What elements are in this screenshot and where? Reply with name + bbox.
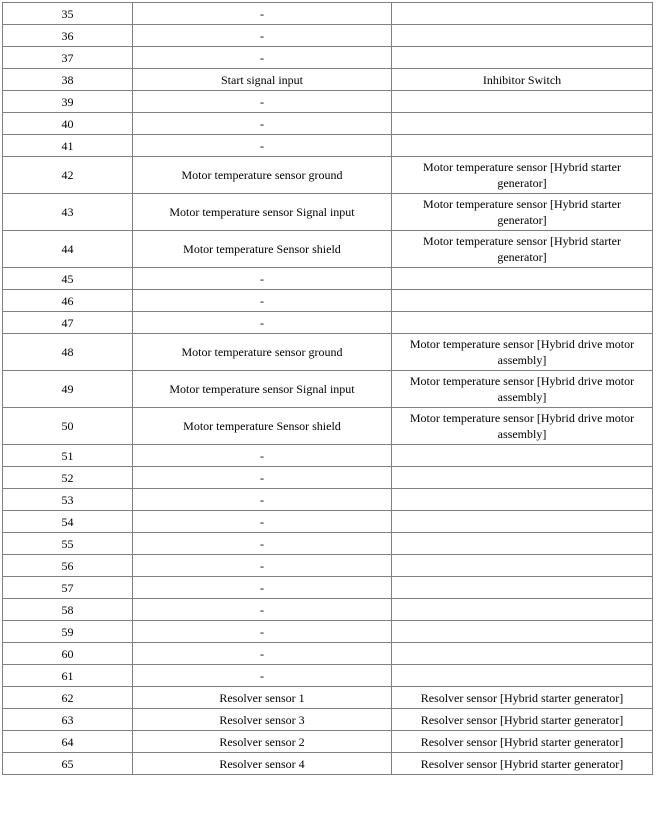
component-cell: [392, 445, 653, 467]
component-cell: [392, 511, 653, 533]
description-cell: Resolver sensor 1: [133, 687, 392, 709]
description-cell: -: [133, 643, 392, 665]
description-cell: -: [133, 47, 392, 69]
component-cell: Motor temperature sensor [Hybrid drive motor assembly]: [392, 408, 653, 445]
table-row: [3, 687, 653, 709]
description-cell: -: [133, 113, 392, 135]
table-row: [3, 47, 653, 69]
component-cell: [392, 3, 653, 25]
table-row: [3, 408, 653, 445]
component-cell: Resolver sensor [Hybrid starter generator]: [392, 753, 653, 775]
component-cell: [392, 533, 653, 555]
pin-cell: 43: [3, 194, 133, 231]
component-cell: [392, 290, 653, 312]
description-cell: -: [133, 467, 392, 489]
table-row: [3, 709, 653, 731]
table-row: [3, 753, 653, 775]
description-cell: Start signal input: [133, 69, 392, 91]
pin-cell: 62: [3, 687, 133, 709]
pin-cell: 35: [3, 3, 133, 25]
table-row: [3, 489, 653, 511]
component-cell: Motor temperature sensor [Hybrid starter generator]: [392, 194, 653, 231]
description-cell: -: [133, 268, 392, 290]
table-row: [3, 467, 653, 489]
pin-cell: 39: [3, 91, 133, 113]
description-cell: Motor temperature Sensor shield: [133, 408, 392, 445]
pin-cell: 60: [3, 643, 133, 665]
component-cell: Motor temperature sensor [Hybrid drive motor assembly]: [392, 334, 653, 371]
description-cell: Motor temperature sensor Signal input: [133, 194, 392, 231]
description-cell: -: [133, 290, 392, 312]
pin-table: [2, 2, 653, 775]
component-cell: [392, 268, 653, 290]
table-row: [3, 371, 653, 408]
pin-cell: 52: [3, 467, 133, 489]
pin-cell: 64: [3, 731, 133, 753]
component-cell: [392, 467, 653, 489]
table-row: [3, 334, 653, 371]
pin-cell: 50: [3, 408, 133, 445]
table-row: [3, 533, 653, 555]
table-row: [3, 194, 653, 231]
pin-cell: 49: [3, 371, 133, 408]
table-row: [3, 731, 653, 753]
component-cell: [392, 665, 653, 687]
pin-cell: 63: [3, 709, 133, 731]
component-cell: Motor temperature sensor [Hybrid drive motor assembly]: [392, 371, 653, 408]
table-row: [3, 3, 653, 25]
description-cell: -: [133, 312, 392, 334]
pin-cell: 48: [3, 334, 133, 371]
component-cell: Resolver sensor [Hybrid starter generator]: [392, 731, 653, 753]
component-cell: Motor temperature sensor [Hybrid starter generator]: [392, 157, 653, 194]
component-cell: [392, 577, 653, 599]
pin-cell: 38: [3, 69, 133, 91]
description-cell: -: [133, 511, 392, 533]
component-cell: [392, 47, 653, 69]
description-cell: Motor temperature sensor ground: [133, 334, 392, 371]
pin-cell: 51: [3, 445, 133, 467]
pin-cell: 61: [3, 665, 133, 687]
description-cell: -: [133, 533, 392, 555]
component-cell: [392, 135, 653, 157]
description-cell: Resolver sensor 3: [133, 709, 392, 731]
table-row: [3, 91, 653, 113]
component-cell: Motor temperature sensor [Hybrid starter generator]: [392, 231, 653, 268]
description-cell: -: [133, 25, 392, 47]
table-row: [3, 621, 653, 643]
table-row: [3, 312, 653, 334]
component-cell: [392, 25, 653, 47]
table-row: [3, 157, 653, 194]
pin-cell: 59: [3, 621, 133, 643]
table-row: [3, 135, 653, 157]
component-cell: Resolver sensor [Hybrid starter generator]: [392, 709, 653, 731]
description-cell: -: [133, 621, 392, 643]
component-cell: Inhibitor Switch: [392, 69, 653, 91]
description-cell: -: [133, 665, 392, 687]
table-row: [3, 25, 653, 47]
description-cell: Resolver sensor 4: [133, 753, 392, 775]
description-cell: -: [133, 555, 392, 577]
pin-cell: 57: [3, 577, 133, 599]
description-cell: Motor temperature Sensor shield: [133, 231, 392, 268]
table-row: [3, 643, 653, 665]
pin-cell: 46: [3, 290, 133, 312]
description-cell: Motor temperature sensor Signal input: [133, 371, 392, 408]
pin-cell: 41: [3, 135, 133, 157]
component-cell: [392, 113, 653, 135]
table-row: [3, 577, 653, 599]
description-cell: -: [133, 577, 392, 599]
description-cell: -: [133, 599, 392, 621]
component-cell: [392, 599, 653, 621]
description-cell: -: [133, 91, 392, 113]
pin-cell: 58: [3, 599, 133, 621]
component-cell: [392, 91, 653, 113]
description-cell: Motor temperature sensor ground: [133, 157, 392, 194]
description-cell: -: [133, 135, 392, 157]
table-row: [3, 599, 653, 621]
table-row: [3, 268, 653, 290]
pin-cell: 40: [3, 113, 133, 135]
pin-cell: 55: [3, 533, 133, 555]
pin-cell: 47: [3, 312, 133, 334]
description-cell: -: [133, 3, 392, 25]
table-row: [3, 665, 653, 687]
pin-cell: 37: [3, 47, 133, 69]
pin-cell: 45: [3, 268, 133, 290]
component-cell: [392, 312, 653, 334]
table-row: [3, 290, 653, 312]
pin-cell: 44: [3, 231, 133, 268]
description-cell: -: [133, 445, 392, 467]
table-row: [3, 69, 653, 91]
component-cell: [392, 489, 653, 511]
table-row: [3, 231, 653, 268]
pin-cell: 56: [3, 555, 133, 577]
table-row: [3, 113, 653, 135]
description-cell: -: [133, 489, 392, 511]
table-row: [3, 555, 653, 577]
component-cell: [392, 555, 653, 577]
component-cell: [392, 621, 653, 643]
table-row: [3, 445, 653, 467]
component-cell: Resolver sensor [Hybrid starter generator]: [392, 687, 653, 709]
table-row: [3, 511, 653, 533]
pin-cell: 54: [3, 511, 133, 533]
pin-cell: 42: [3, 157, 133, 194]
component-cell: [392, 643, 653, 665]
pin-cell: 53: [3, 489, 133, 511]
pin-cell: 36: [3, 25, 133, 47]
description-cell: Resolver sensor 2: [133, 731, 392, 753]
pin-cell: 65: [3, 753, 133, 775]
pin-table-body: [3, 3, 653, 775]
